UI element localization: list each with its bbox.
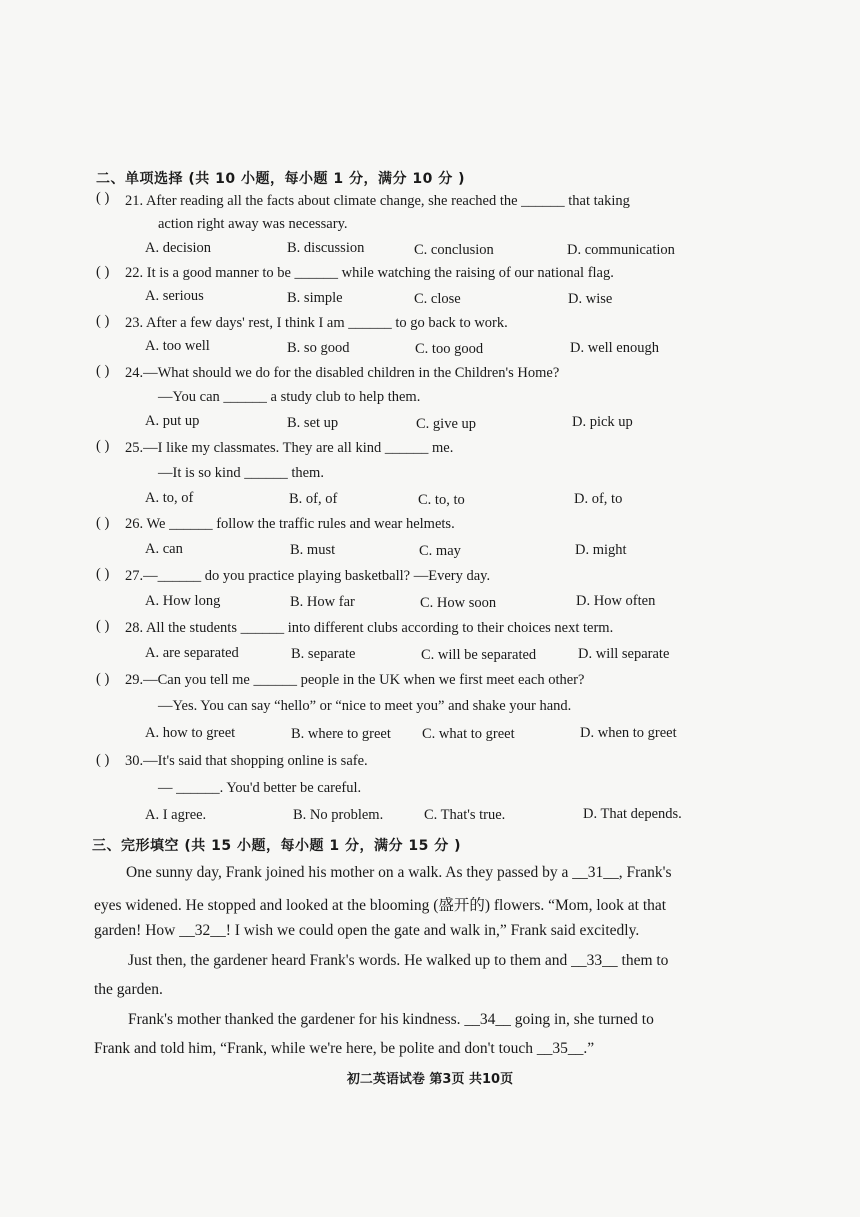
q28-option-b: B. separate [291, 646, 356, 662]
question-25-stem: 25.—I like my classmates. They are all kind ______ me. [125, 440, 454, 456]
question-23-stem: 23. After a few days' rest, I think I am ______ to go back to work. [125, 315, 508, 331]
q24-option-c: C. give up [416, 416, 477, 432]
question-21-continuation: action right away was necessary. [158, 216, 348, 232]
q23-option-b: B. so good [287, 340, 350, 356]
question-30-continuation: — ______. You'd better be careful. [158, 780, 362, 796]
q26-option-d: D. might [575, 542, 627, 558]
answer-paren: ( ) [96, 264, 110, 280]
q29-option-d: D. when to greet [580, 725, 677, 741]
q28-option-a: A. are separated [145, 645, 239, 661]
q27-option-d: D. How often [576, 593, 656, 609]
answer-paren: ( ) [96, 363, 110, 379]
q21-option-c: C. conclusion [414, 242, 494, 258]
question-24-stem: 24.—What should we do for the disabled children in the Children's Home? [125, 365, 560, 381]
question-29-continuation: —Yes. You can say “hello” or “nice to meet you” and shake your hand. [158, 698, 572, 714]
q24-option-d: D. pick up [572, 414, 633, 430]
q25-option-b: B. of, of [289, 491, 338, 507]
passage-line-4: Just then, the gardener heard Frank's words. He walked up to them and __33__ them to [128, 952, 669, 969]
question-21-stem: 21. After reading all the facts about climate change, she reached the ______ that taking [125, 193, 630, 209]
q30-option-c: C. That's true. [424, 807, 506, 823]
q23-option-d: D. well enough [570, 340, 659, 356]
answer-paren: ( ) [96, 671, 110, 687]
question-22-stem: 22. It is a good manner to be ______ while watching the raising of our national flag. [125, 265, 614, 281]
q28-option-d: D. will separate [578, 646, 670, 662]
passage-line-5: the garden. [94, 981, 163, 998]
question-28-stem: 28. All the students ______ into different clubs according to their choices next term. [125, 620, 614, 636]
question-30-stem: 30.—It's said that shopping online is safe. [125, 753, 368, 769]
q22-option-a: A. serious [145, 288, 204, 304]
question-26-stem: 26. We ______ follow the traffic rules and wear helmets. [125, 516, 455, 532]
q21-option-b: B. discussion [287, 240, 365, 256]
q27-option-b: B. How far [290, 594, 355, 610]
q30-option-d: D. That depends. [583, 806, 682, 822]
q26-option-b: B. must [290, 542, 336, 558]
passage-line-1: One sunny day, Frank joined his mother on a walk. As they passed by a __31__, Frank's [126, 864, 672, 881]
q24-option-a: A. put up [145, 413, 200, 429]
q30-option-a: A. I agree. [145, 807, 207, 823]
q23-option-c: C. too good [415, 341, 484, 357]
passage-line-2: eyes widened. He stopped and looked at the blooming (盛开的) flowers. “Mom, look at that [94, 897, 667, 914]
question-25-continuation: —It is so kind ______ them. [158, 465, 324, 481]
q21-option-a: A. decision [145, 240, 212, 256]
answer-paren: ( ) [96, 313, 110, 329]
q28-option-c: C. will be separated [421, 647, 537, 663]
question-24-continuation: —You can ______ a study club to help them. [158, 389, 421, 405]
q22-option-b: B. simple [287, 290, 343, 306]
section-2-title: 二、单项选择 (共 10 小题，每小题 1 分，满分 10 分 ) [96, 171, 465, 187]
q27-option-c: C. How soon [420, 595, 497, 611]
q29-option-c: C. what to greet [422, 726, 515, 742]
q26-option-a: A. can [145, 541, 183, 557]
passage-line-7: Frank and told him, “Frank, while we're here, be polite and don't touch __35__.” [94, 1040, 595, 1057]
q23-option-a: A. too well [145, 338, 210, 354]
q26-option-c: C. may [419, 543, 461, 559]
section-3-title: 三、完形填空 (共 15 小题，每小题 1 分，满分 15 分 ) [92, 838, 461, 854]
answer-paren: ( ) [96, 752, 110, 768]
answer-paren: ( ) [96, 618, 110, 634]
question-27-stem: 27.—______ do you practice playing basketball? —Every day. [125, 568, 491, 584]
answer-paren: ( ) [96, 438, 110, 454]
passage-line-6: Frank's mother thanked the gardener for his kindness. __34__ going in, she turned to [128, 1011, 654, 1028]
q25-option-a: A. to, of [145, 490, 194, 506]
passage-line-3: garden! How __32__! I wish we could open the gate and walk in,” Frank said excitedly. [94, 922, 640, 939]
q25-option-c: C. to, to [418, 492, 465, 508]
q22-option-c: C. close [414, 291, 461, 307]
answer-paren: ( ) [96, 566, 110, 582]
answer-paren: ( ) [96, 515, 110, 531]
q30-option-b: B. No problem. [293, 807, 384, 823]
page-footer: 初二英语试卷 第3页 共10页 [346, 1072, 514, 1087]
q29-option-b: B. where to greet [291, 726, 391, 742]
q25-option-d: D. of, to [574, 491, 623, 507]
q27-option-a: A. How long [145, 593, 221, 609]
q22-option-d: D. wise [568, 291, 613, 307]
q24-option-b: B. set up [287, 415, 339, 431]
answer-paren: ( ) [96, 190, 110, 206]
question-29-stem: 29.—Can you tell me ______ people in the UK when we first meet each other? [125, 672, 585, 688]
q29-option-a: A. how to greet [145, 725, 236, 741]
q21-option-d: D. communication [567, 242, 675, 258]
